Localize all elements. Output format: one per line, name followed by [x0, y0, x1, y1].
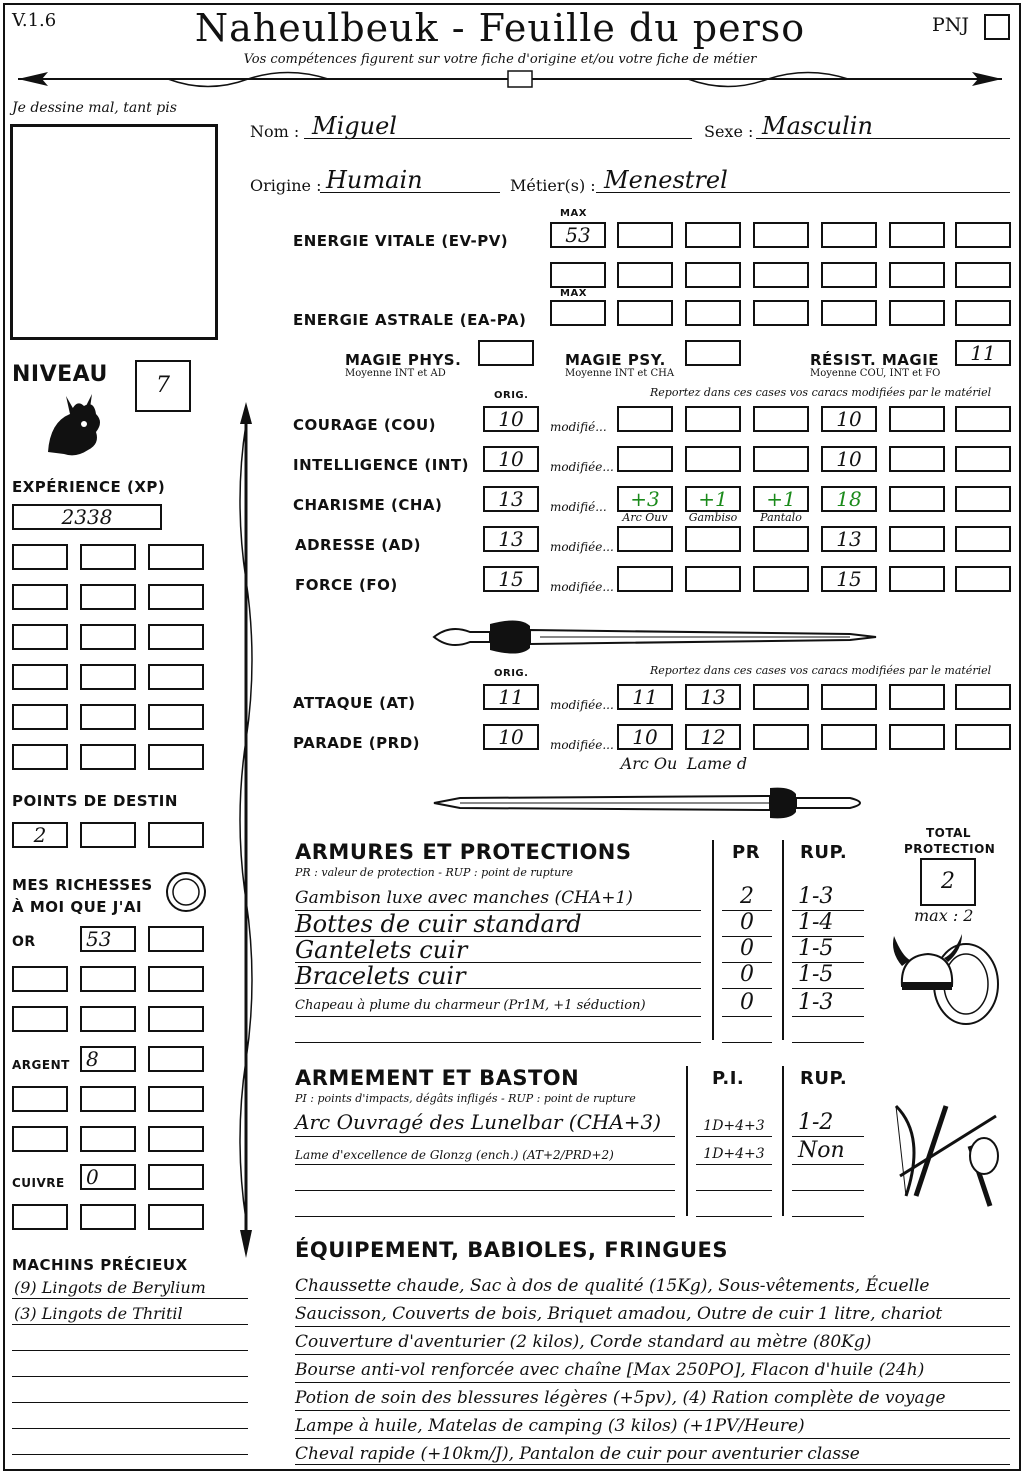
argent-box[interactable] [12, 1126, 68, 1152]
column-divider [712, 840, 714, 1040]
armure-rup: 1-5 [798, 936, 834, 961]
armure-rup-field[interactable] [792, 1020, 864, 1043]
at-mod-box[interactable] [889, 684, 945, 710]
cha-note: Arc Ouv [622, 511, 668, 524]
armure-rup: 1-3 [798, 990, 834, 1015]
armure-name: Gambison luxe avec manches (CHA+1) [295, 888, 633, 908]
armure-name: Bottes de cuir standard [295, 910, 582, 938]
total-protection-box[interactable]: 2 [920, 858, 976, 906]
ad-mod-box[interactable] [753, 526, 809, 552]
cha-mod-box[interactable]: +1 [753, 486, 809, 512]
cuivre-label: CUIVRE [12, 1176, 65, 1190]
at-label: ATTAQUE (AT) [293, 694, 416, 712]
ea-box[interactable] [753, 300, 809, 326]
armure-pr: 2 [740, 884, 754, 909]
cou-orig-box[interactable]: 10 [483, 406, 539, 432]
rup-header: RUP. [800, 842, 848, 863]
arme-rup-field[interactable] [792, 1168, 864, 1191]
armure-rup: 1-5 [798, 962, 834, 987]
armure-rup: 1-4 [798, 910, 834, 935]
pnj-label: PNJ [932, 14, 970, 36]
at-mod-box[interactable] [955, 684, 1011, 710]
ev-box[interactable] [955, 262, 1011, 288]
cou-mod-box[interactable] [753, 406, 809, 432]
equipement-text: Couverture d'aventurier (2 kilos), Corde standard au mètre (80Kg) [295, 1332, 872, 1352]
rup-header: RUP. [800, 1068, 848, 1089]
spear-divider-icon [8, 64, 1012, 94]
ev-box[interactable] [753, 262, 809, 288]
page-title: Naheulbeuk - Feuille du perso [194, 6, 806, 50]
or-label: OR [12, 934, 36, 950]
arme-name: Arc Ouvragé des Lunelbar (CHA+3) [295, 1110, 662, 1134]
int-mod-label: modifiée... [550, 460, 614, 474]
cha-mod-label: modifié... [550, 500, 607, 514]
xp-extra-box[interactable] [80, 624, 136, 650]
xp-extra-box[interactable] [80, 584, 136, 610]
xp-extra-box[interactable] [12, 744, 68, 770]
ev-box[interactable] [550, 262, 606, 288]
ea-max-box[interactable] [550, 300, 606, 326]
richesses-label: MES RICHESSES [12, 876, 153, 894]
arme-pi: 1D+4+3 [703, 1146, 765, 1162]
arme-row[interactable] [295, 1168, 675, 1191]
cha-mod-box[interactable]: +1 [685, 486, 741, 512]
xp-extra-box[interactable] [148, 704, 204, 730]
prd-mod-label: modifiée... [550, 738, 614, 752]
ev-box[interactable] [955, 222, 1011, 248]
ev-box[interactable] [685, 262, 741, 288]
argent-box[interactable] [148, 1086, 204, 1112]
armure-pr: 0 [740, 962, 754, 987]
ad-mod-label: modifiée... [550, 540, 614, 554]
prd-orig-box[interactable]: 10 [483, 724, 539, 750]
xp-extra-box[interactable] [12, 704, 68, 730]
cuivre-box[interactable] [12, 1204, 68, 1230]
magie-psy-note: Moyenne INT et CHA [565, 368, 675, 379]
cha-mod-box[interactable]: +3 [617, 486, 673, 512]
argent-box[interactable] [148, 1046, 204, 1072]
int-mod-box[interactable] [753, 446, 809, 472]
argent-box[interactable] [148, 1126, 204, 1152]
magie-phys-label: MAGIE PHYS. [345, 351, 462, 369]
ea-box[interactable] [889, 300, 945, 326]
ad-mod-box[interactable]: 13 [821, 526, 877, 552]
total-max: max : 2 [914, 906, 974, 925]
armure-name: Chapeau à plume du charmeur (Pr1M, +1 séduction) [295, 998, 646, 1013]
armure-pr-field[interactable] [722, 1020, 772, 1043]
ea-box[interactable] [617, 300, 673, 326]
arme-rup-field[interactable] [792, 1194, 864, 1217]
prd-mod-box[interactable] [889, 724, 945, 750]
arme-rup: Non [798, 1138, 845, 1163]
precieux-line[interactable] [12, 1356, 248, 1377]
cha-mod-box[interactable]: 18 [821, 486, 877, 512]
origine-label: Origine : [250, 176, 322, 195]
weapons-icon [886, 1096, 1010, 1216]
argent-box[interactable] [80, 1086, 136, 1112]
destin-box[interactable] [80, 822, 136, 848]
arme-name: Lame d'excellence de Glonzg (ench.) (AT+2/PRD+2) [295, 1148, 614, 1162]
total-label-2: PROTECTION [904, 842, 996, 856]
at-mod-box[interactable] [821, 684, 877, 710]
ea-box[interactable] [685, 300, 741, 326]
ad-mod-box[interactable] [617, 526, 673, 552]
arme-pi-field[interactable] [696, 1194, 772, 1217]
int-mod-box[interactable] [685, 446, 741, 472]
armure-name: Gantelets cuir [295, 936, 468, 964]
orig-label: ORIG. [494, 390, 529, 401]
int-mod-box[interactable] [955, 446, 1011, 472]
int-orig-box[interactable]: 10 [483, 446, 539, 472]
xp-extra-box[interactable] [12, 544, 68, 570]
ev-box[interactable] [889, 222, 945, 248]
fo-label: FORCE (FO) [295, 576, 398, 594]
at-orig-box[interactable]: 11 [483, 684, 539, 710]
prd-mod-box[interactable] [753, 724, 809, 750]
fo-orig-box[interactable]: 15 [483, 566, 539, 592]
at-mod-box[interactable]: 13 [685, 684, 741, 710]
ev-box[interactable] [821, 262, 877, 288]
at-mod-label: modifiée... [550, 698, 614, 712]
or-box[interactable] [12, 966, 68, 992]
precieux-item: (9) Lingots de Berylium [14, 1278, 206, 1297]
ev-max-label: MAX [560, 208, 587, 219]
portrait-caption: Je dessine mal, tant pis [12, 100, 177, 116]
cou-mod-box[interactable] [889, 406, 945, 432]
armure-pr: 0 [740, 936, 754, 961]
cou-mod-box[interactable]: 10 [821, 406, 877, 432]
ea-box[interactable] [955, 300, 1011, 326]
precieux-line[interactable] [12, 1330, 248, 1351]
destin-label: POINTS DE DESTIN [12, 792, 178, 810]
sword-icon [430, 612, 880, 662]
magie-phys-box[interactable] [478, 340, 534, 366]
cuivre-box[interactable] [148, 1204, 204, 1230]
cou-mod-label: modifié... [550, 420, 607, 434]
page-subtitle: Vos compétences figurent sur votre fiche d'origine et/ou votre fiche de métier [243, 52, 757, 67]
combat-note: Reportez dans ces cases vos caracs modifiées par le matériel [650, 664, 992, 677]
portrait-box[interactable] [10, 124, 218, 340]
armures-title: ARMURES ET PROTECTIONS [295, 840, 632, 864]
resist-magie-box[interactable]: 11 [955, 340, 1011, 366]
metier-value: Menestrel [604, 166, 728, 194]
equipement-text: Bourse anti-vol renforcée avec chaîne [Max 250PO], Flacon d'huile (24h) [295, 1360, 925, 1380]
ad-mod-box[interactable] [685, 526, 741, 552]
resist-magie-label: RÉSIST. MAGIE [810, 351, 940, 369]
ev-box[interactable] [617, 222, 673, 248]
sexe-value: Masculin [762, 112, 873, 140]
pnj-checkbox[interactable] [984, 14, 1010, 40]
niveau-label: NIVEAU [12, 362, 108, 387]
xp-extra-box[interactable] [12, 624, 68, 650]
cou-mod-box[interactable] [617, 406, 673, 432]
prd-label: PARADE (PRD) [293, 734, 421, 752]
equipement-text: Saucisson, Couverts de bois, Briquet amadou, Outre de cuir 1 litre, chariot [295, 1304, 943, 1324]
pi-header: P.I. [712, 1068, 745, 1089]
xp-extra-box[interactable] [148, 544, 204, 570]
ad-mod-box[interactable] [889, 526, 945, 552]
armement-title: ARMEMENT ET BASTON [295, 1066, 580, 1090]
xp-extra-box[interactable] [148, 744, 204, 770]
arme-pi: 1D+4+3 [703, 1118, 765, 1134]
arme-rup: 1-2 [798, 1110, 834, 1135]
cha-label: CHARISME (CHA) [293, 496, 443, 514]
destin-box[interactable] [148, 822, 204, 848]
ea-label: ENERGIE ASTRALE (EA-PA) [293, 311, 527, 329]
richesses-label-2: À MOI QUE J'AI [12, 898, 143, 916]
equipement-text: Potion de soin des blessures légères (+5pv), (4) Ration complète de voyage [295, 1388, 946, 1408]
argent-label: ARGENT [12, 1058, 70, 1072]
int-mod-box[interactable]: 10 [821, 446, 877, 472]
cou-label: COURAGE (COU) [293, 416, 437, 434]
int-mod-box[interactable] [617, 446, 673, 472]
xp-extra-box[interactable] [80, 744, 136, 770]
xp-label: EXPÉRIENCE (XP) [12, 478, 166, 496]
dragon-icon [40, 392, 106, 464]
equipement-text: Lampe à huile, Matelas de camping (3 kilos) (+1PV/Heure) [295, 1416, 805, 1436]
cha-mod-box[interactable] [955, 486, 1011, 512]
or-box[interactable] [148, 966, 204, 992]
xp-extra-box[interactable] [148, 664, 204, 690]
fo-mod-box[interactable]: 15 [821, 566, 877, 592]
precieux-item: (3) Lingots de Thritil [14, 1304, 183, 1323]
ev-box[interactable] [617, 262, 673, 288]
fo-mod-box[interactable] [955, 566, 1011, 592]
argent-box[interactable] [12, 1086, 68, 1112]
metier-label: Métier(s) : [510, 176, 596, 195]
or-box[interactable]: 53 [80, 926, 136, 952]
cha-note: Pantalo [760, 511, 802, 524]
nom-label: Nom : [250, 122, 300, 141]
sword-icon [430, 778, 880, 828]
armure-rup: 1-3 [798, 884, 834, 909]
ev-label: ENERGIE VITALE (EV-PV) [293, 232, 509, 250]
prd-mod-box[interactable] [821, 724, 877, 750]
cou-mod-box[interactable] [685, 406, 741, 432]
equipement-text: Chaussette chaude, Sac à dos de qualité (15Kg), Sous-vêtements, Écuelle [295, 1276, 930, 1296]
ev-box[interactable] [753, 222, 809, 248]
pr-header: PR [732, 842, 761, 863]
xp-extra-box[interactable] [12, 584, 68, 610]
niveau-box[interactable]: 7 [135, 360, 191, 412]
xp-extra-box[interactable] [80, 704, 136, 730]
equipement-title: ÉQUIPEMENT, BABIOLES, FRINGUES [295, 1238, 728, 1262]
magie-psy-label: MAGIE PSY. [565, 351, 666, 369]
xp-box[interactable]: 2338 [12, 504, 162, 530]
xp-extra-box[interactable] [12, 664, 68, 690]
carac-note: Reportez dans ces cases vos caracs modifiées par le matériel [650, 386, 992, 399]
or-box[interactable] [80, 1006, 136, 1032]
xp-extra-box[interactable] [148, 584, 204, 610]
precieux-line[interactable] [12, 1382, 248, 1403]
ad-mod-box[interactable] [955, 526, 1011, 552]
destin-box[interactable]: 2 [12, 822, 68, 848]
arme-pi-field[interactable] [696, 1168, 772, 1191]
version-label: V.1.6 [12, 10, 57, 31]
fo-mod-label: modifiée... [550, 580, 614, 594]
cuivre-box[interactable] [80, 1204, 136, 1230]
at-mod-box[interactable]: 11 [617, 684, 673, 710]
column-divider [782, 1066, 784, 1216]
armure-pr: 0 [740, 990, 754, 1015]
column-divider [782, 840, 784, 1040]
magie-psy-box[interactable] [685, 340, 741, 366]
argent-box[interactable]: 8 [80, 1046, 136, 1072]
int-mod-box[interactable] [889, 446, 945, 472]
int-label: INTELLIGENCE (INT) [293, 456, 469, 474]
fo-mod-box[interactable] [753, 566, 809, 592]
prd-mod-box[interactable] [955, 724, 1011, 750]
precieux-label: MACHINS PRÉCIEUX [12, 1256, 188, 1274]
ev-box[interactable] [685, 222, 741, 248]
sexe-label: Sexe : [704, 122, 754, 141]
cuivre-box[interactable] [148, 1164, 204, 1190]
orig-label: ORIG. [494, 668, 529, 679]
armure-row[interactable] [295, 1020, 701, 1043]
armure-name: Bracelets cuir [295, 962, 466, 990]
weapon-note: Arc Ou [620, 754, 678, 773]
at-mod-box[interactable] [753, 684, 809, 710]
xp-extra-box[interactable] [148, 624, 204, 650]
prd-mod-box[interactable]: 12 [685, 724, 741, 750]
precieux-line[interactable] [12, 1434, 248, 1455]
prd-mod-box[interactable]: 10 [617, 724, 673, 750]
helmet-shield-icon [888, 926, 1008, 1036]
argent-box[interactable] [80, 1126, 136, 1152]
ad-orig-box[interactable]: 13 [483, 526, 539, 552]
ev-box[interactable] [821, 222, 877, 248]
or-box[interactable] [148, 1006, 204, 1032]
fo-mod-box[interactable] [889, 566, 945, 592]
cou-mod-box[interactable] [955, 406, 1011, 432]
or-box[interactable] [80, 966, 136, 992]
ev-box[interactable] [889, 262, 945, 288]
ev-max-box[interactable]: 53 [550, 222, 606, 248]
cuivre-box[interactable]: 0 [80, 1164, 136, 1190]
spear-icon [228, 400, 264, 1260]
total-label: TOTAL [926, 826, 972, 840]
xp-extra-box[interactable] [80, 664, 136, 690]
origine-value: Humain [326, 166, 423, 194]
precieux-line[interactable] [12, 1408, 248, 1429]
xp-extra-box[interactable] [80, 544, 136, 570]
armure-pr: 0 [740, 910, 754, 935]
fo-mod-box[interactable] [685, 566, 741, 592]
ea-max-label: MAX [560, 288, 587, 299]
cha-orig-box[interactable]: 13 [483, 486, 539, 512]
cha-mod-box[interactable] [889, 486, 945, 512]
magie-phys-note: Moyenne INT et AD [345, 368, 446, 379]
armement-note: PI : points d'impacts, dégâts infligés - RUP : point de rupture [295, 1092, 636, 1105]
arme-row[interactable] [295, 1194, 675, 1217]
or-box[interactable] [148, 926, 204, 952]
or-box[interactable] [12, 1006, 68, 1032]
cha-note: Gambiso [688, 511, 738, 524]
weapon-note: Lame d [686, 754, 748, 773]
fo-mod-box[interactable] [617, 566, 673, 592]
armures-note: PR : valeur de protection - RUP : point de rupture [295, 866, 573, 879]
coin-icon [164, 870, 208, 914]
resist-magie-note: Moyenne COU, INT et FO [810, 368, 941, 379]
column-divider [686, 1066, 688, 1216]
nom-value: Miguel [312, 112, 397, 140]
ad-label: ADRESSE (AD) [295, 536, 422, 554]
equipement-text: Cheval rapide (+10km/J), Pantalon de cuir pour aventurier classe [295, 1444, 860, 1464]
ea-box[interactable] [821, 300, 877, 326]
